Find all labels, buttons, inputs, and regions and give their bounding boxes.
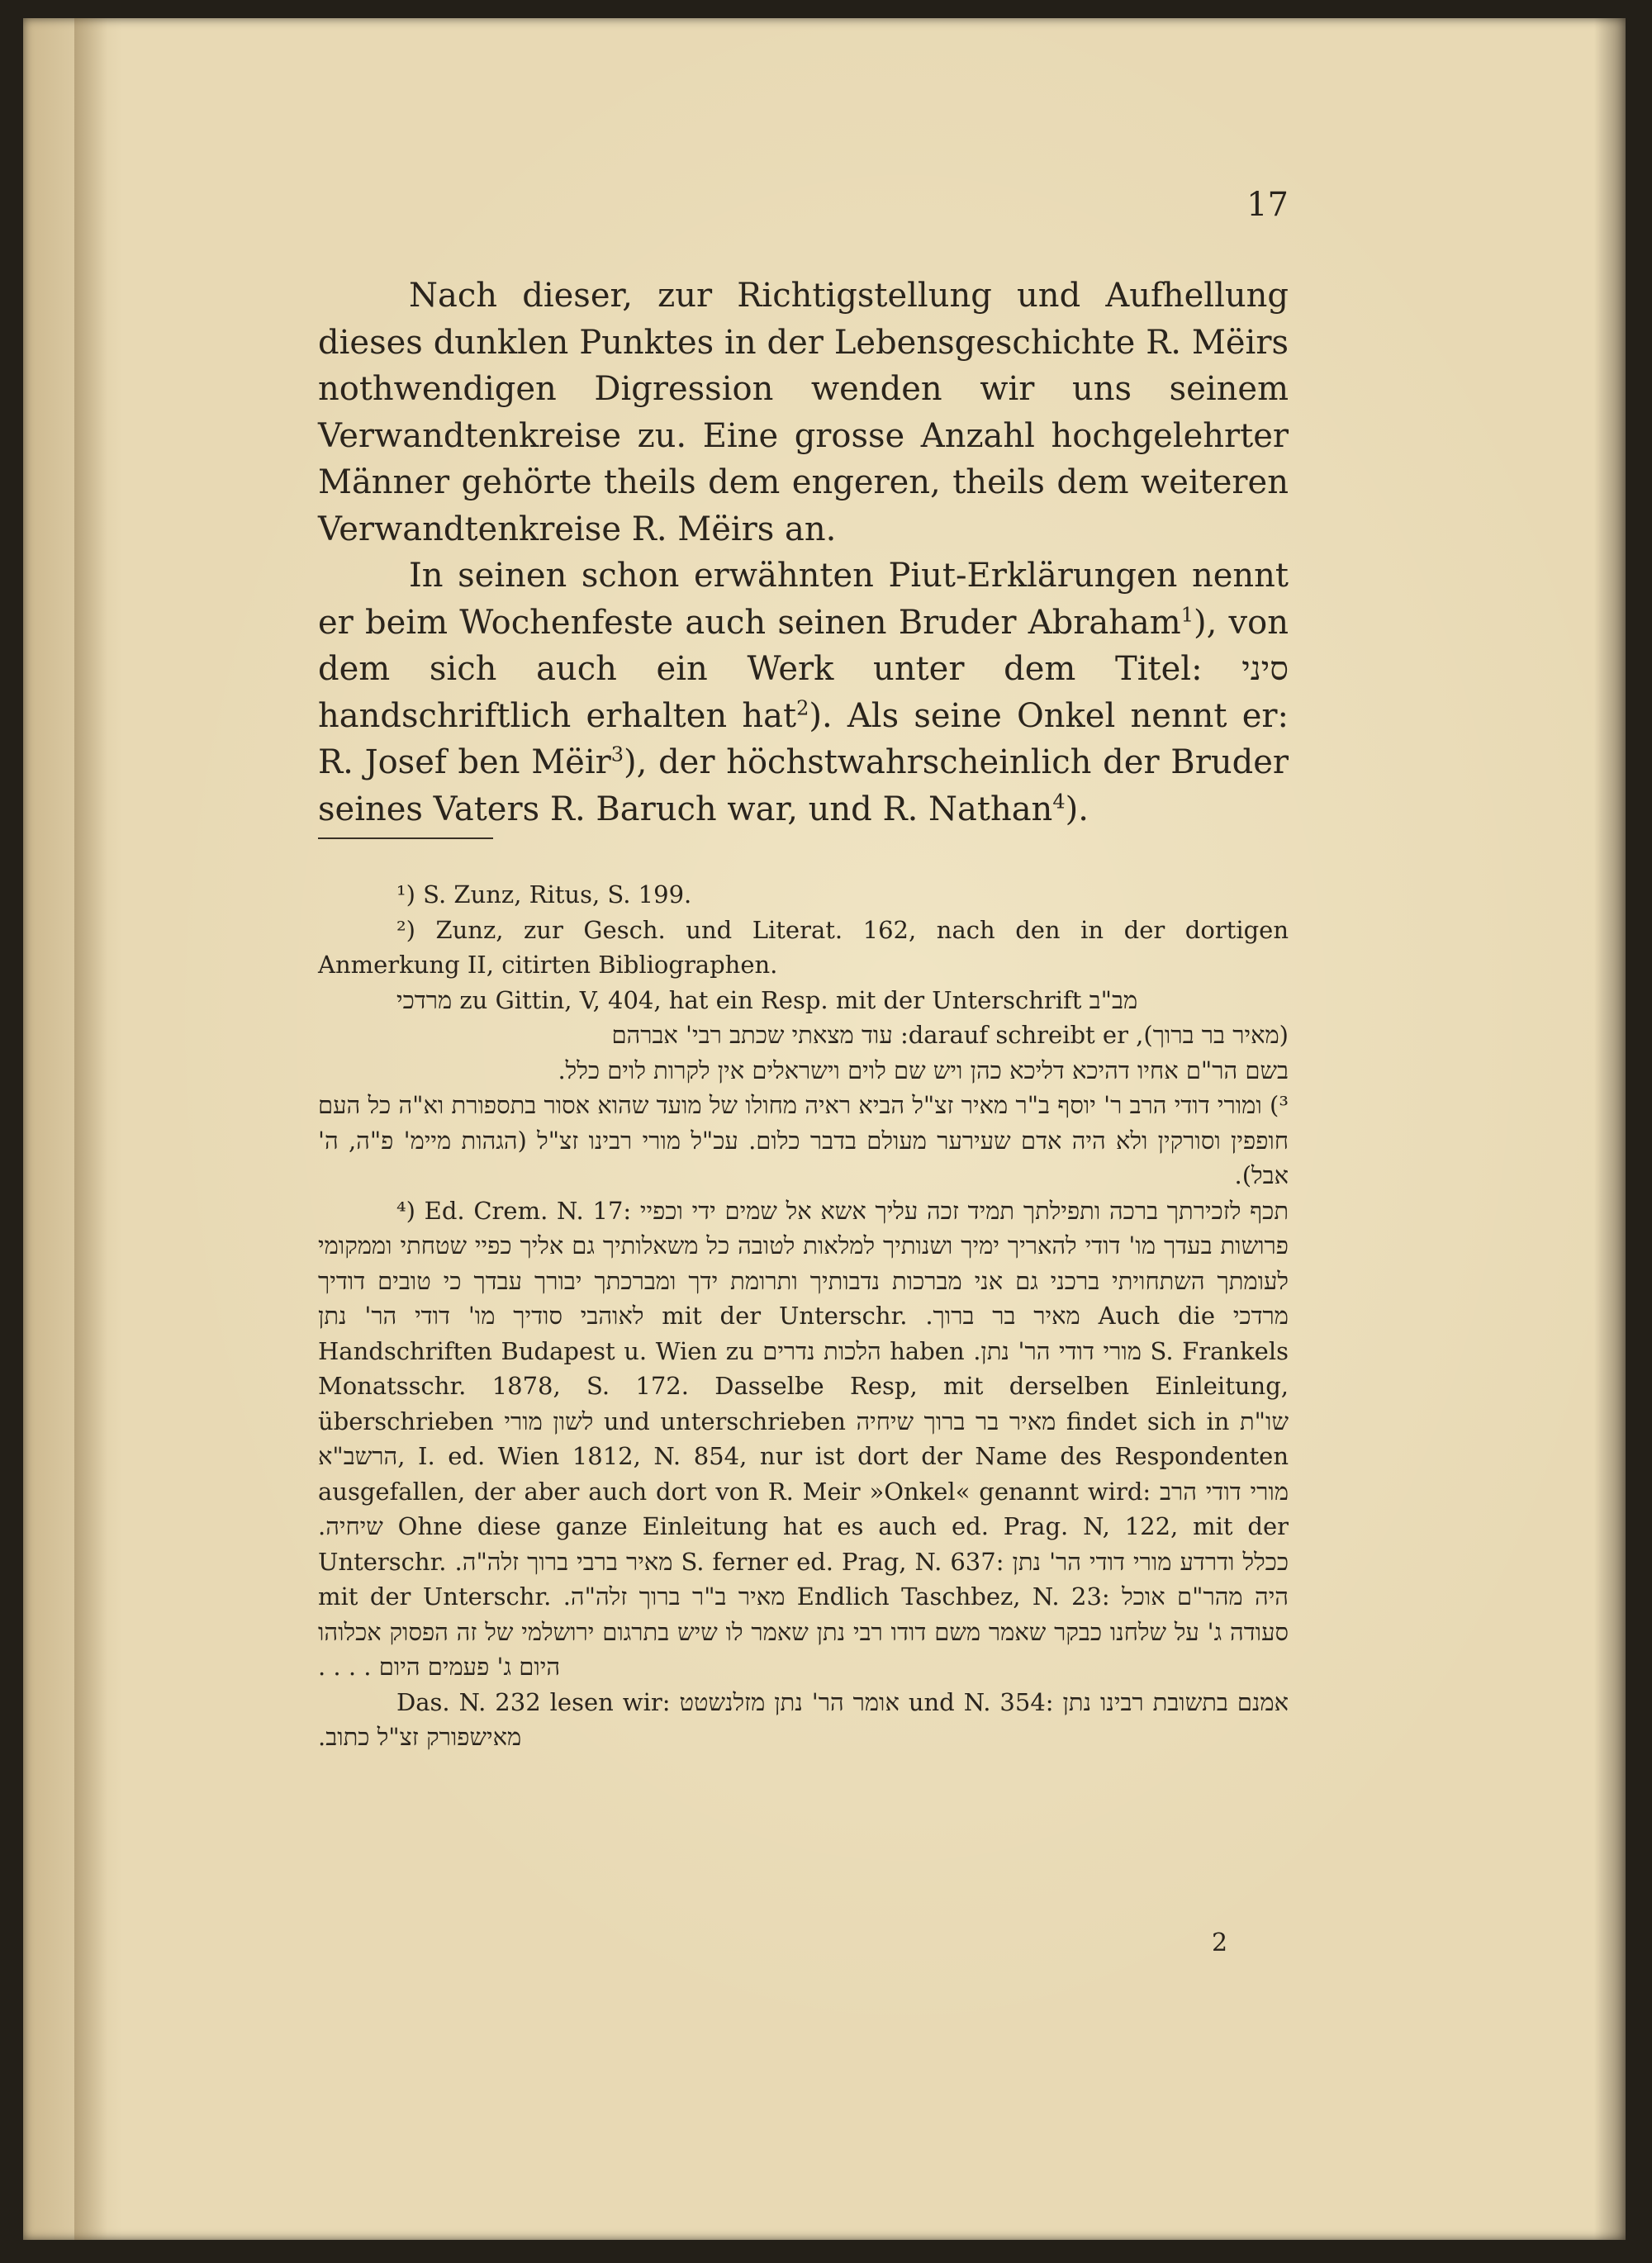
fn4-hebrew-15: אומר הר' נתן מזלנשטט [679, 1687, 900, 1716]
fn4-hebrew-14: היה מהר"ם אוכל סעודה ג' על שלחנו כבקר שאמר משם דודו רבי נתן שאמר לו שיש בתרגום ירושלמי של זה הפסוק אכלוהו היום ג' פעמים היום . . . . [318, 1582, 1289, 1681]
para2-text-d: ). Als seine Onkel nennt er: R. Josef ben Mëir [318, 696, 1289, 781]
fn4-hebrew-quote: תכף לזכירתך ברכה ותפילתך תמיד זכה עליך אשא אל שמים ידי וכפיי פרושות בעדך מו' דודי להאריך ימיך ושנותיך למלאות לטובה כל משאלותיך גם אליך כפיי שטחתי וממקומי לעומתך השתחויתי ברכני גם אני מברכות נדבותיך ותרומת ידך ומברכתך יבורך עבדך כי טובים דודיך [318, 1196, 1289, 1295]
fn4-text-j: Ohne diese ganze Einleitung hat es auch ed. Prag. N, 122, mit der Unterschr. [318, 1512, 1289, 1576]
fn4-text-b: mit der Unterschr. [643, 1302, 926, 1330]
fn4-text-g: und unterschrieben [593, 1407, 857, 1435]
footnote-2-cont [318, 983, 1289, 1018]
fn4-hebrew-9: שו"ת הרשב"א [318, 1407, 1289, 1470]
para2-text-e: ), der höchstwahrscheinlich der Bruder seines Vaters R. Baruch war, und R. Nathan [318, 743, 1289, 828]
fn4-text-l: mit der Unterschr. [318, 1582, 563, 1611]
footnote-2-hebrew-quote: בשם הר"ם אחיו דהיכא דליכא כהן ויש שם לוים וישראלים אין לקרות לוים כלל. [558, 1056, 1289, 1084]
page-edge-shadow [1594, 18, 1626, 2240]
fn4-hebrew-13: מאיר ב"ר ברוך זלה"ה. [563, 1582, 786, 1611]
footnote-ref-2: 2 [796, 696, 809, 720]
footnotes [318, 877, 1289, 1755]
para2-text-c: handschriftlich erhalten hat [318, 696, 797, 735]
fn4-hebrew-10: מורי דודי הרב שיחיה. [318, 1477, 1289, 1540]
footnote-1: ¹) S. Zunz, Ritus, S. 199. [396, 880, 692, 909]
fn4-hebrew-3: מאיר בר ברוך. [925, 1302, 1080, 1330]
page-number: 17 [1246, 186, 1289, 224]
fn4-hebrew-2: לאוהבי סודיך מו' דודי הר' נתן [318, 1302, 644, 1330]
para2-text-a: In seinen schon erwähnten Piut-Erklärungen nennt er beim Wochenfeste auch seinen Bruder Abraham [318, 557, 1289, 642]
fn4-hebrew-5: הלכות נדרים [762, 1336, 881, 1365]
footnote-ref-1: 1 [1180, 603, 1194, 627]
fn4-text-c: Auch die [1080, 1302, 1233, 1330]
fn4-hebrew-11: מאיר ברבי ברוך זלה"ה. [454, 1547, 673, 1576]
fn4-hebrew-7: לשון מורי [504, 1407, 594, 1435]
fn4-text-a: ⁴) Ed. Crem. N. 17: [396, 1196, 640, 1225]
fn2-text: zu Gittin, V, 404, hat ein Resp. mit der Unterschrift [452, 985, 1089, 1014]
page-gutter-shadow [74, 18, 107, 2240]
paragraph-1: Nach dieser, zur Richtigstellung und Aufhellung dieses dunklen Punktes in der Lebensgeschichte R. Mëirs nothwendigen Digression wenden wir uns seinem Verwandtenkreise zu. Eine grosse Anzahl hochgelehrter Männer gehörte theils dem engeren, theils dem weiteren Verwandtenkreise R. Mëirs an. [318, 277, 1289, 548]
fn4-hebrew-6: מורי דודי הר' נתן. [973, 1336, 1142, 1365]
fn2-hebrew-1: מרדכי [396, 985, 453, 1014]
fn4-hebrew-16: אמנם בתשובת רבינו נתן מאישפורק זצ"ל כתוב. [318, 1687, 1289, 1751]
fn2-hebrew-2: מב"ב [1089, 985, 1138, 1014]
footnote-ref-4: 4 [1052, 790, 1066, 814]
fn4-text-n: Das. N. 232 lesen wir: [396, 1687, 680, 1716]
fn4-hebrew-8: מאיר בר ברוך שיחיה [856, 1407, 1056, 1435]
fn4-text-h: findet sich in [1056, 1407, 1240, 1435]
signature-mark: 2 [1212, 1929, 1228, 1957]
footnote-4-cont [318, 1685, 1289, 1755]
para2-text-f: ). [1065, 790, 1089, 828]
footnote-2-hebrew-line: (מאיר בר ברוך), darauf schreibt er: עוד מצאתי שכתב רבי' אברהם [611, 1021, 1289, 1049]
paragraph-2 [318, 553, 1289, 833]
footnote-rule [318, 837, 493, 839]
fn4-text-d: Handschriften Budapest u. Wien zu [318, 1336, 763, 1365]
footnote-ref-3: 3 [610, 742, 624, 766]
main-text [318, 273, 1289, 833]
fn4-text-e: haben [881, 1336, 974, 1365]
fn4-hebrew-12: ככלל ודרדע מורי דודי הר' נתן [1012, 1547, 1289, 1576]
fn4-hebrew-4: מרדכי [1232, 1302, 1289, 1330]
fn4-text-m: Endlich Taschbez, N. 23: [785, 1582, 1123, 1611]
fn4-text-i: , I. ed. Wien 1812, N. 854, nur ist dort der Name des Respondenten ausgefallen, der aber auch dort von R. Meir »Onkel« genannt wird: [318, 1442, 1289, 1506]
footnote-4 [318, 1193, 1289, 1685]
fn4-text-o: und N. 354: [899, 1687, 1063, 1716]
fn4-text-k: S. ferner ed. Prag, N. 637: [672, 1547, 1013, 1576]
hebrew-title: סיני [1241, 650, 1289, 688]
fn4-text-f: S. Frankels Monatsschr. 1878, S. 172. Dasselbe Resp, mit derselben Einleitung, überschrieben [318, 1336, 1289, 1435]
footnote-3: ³) ומורי דודי הרב ר' יוסף ב"ר מאיר זצ"ל הביא ראיה מחולו של מועד שהוא אסור בתספורת וא"ה כל העם חופפין וסורקין ולא היה אדם שעירער מעולם בדבר כלום. עכ"ל מורי רבינו זצ"ל (הגהות מיימ' פ"ה, ה' אבל). [318, 1091, 1289, 1189]
para2-text-b: ), von dem sich auch ein Werk unter dem Titel: [318, 603, 1289, 688]
footnote-2: ²) Zunz, zur Gesch. und Literat. 162, nach den in der dortigen Anmerkung II, citirten Bibliographen. [318, 915, 1289, 979]
